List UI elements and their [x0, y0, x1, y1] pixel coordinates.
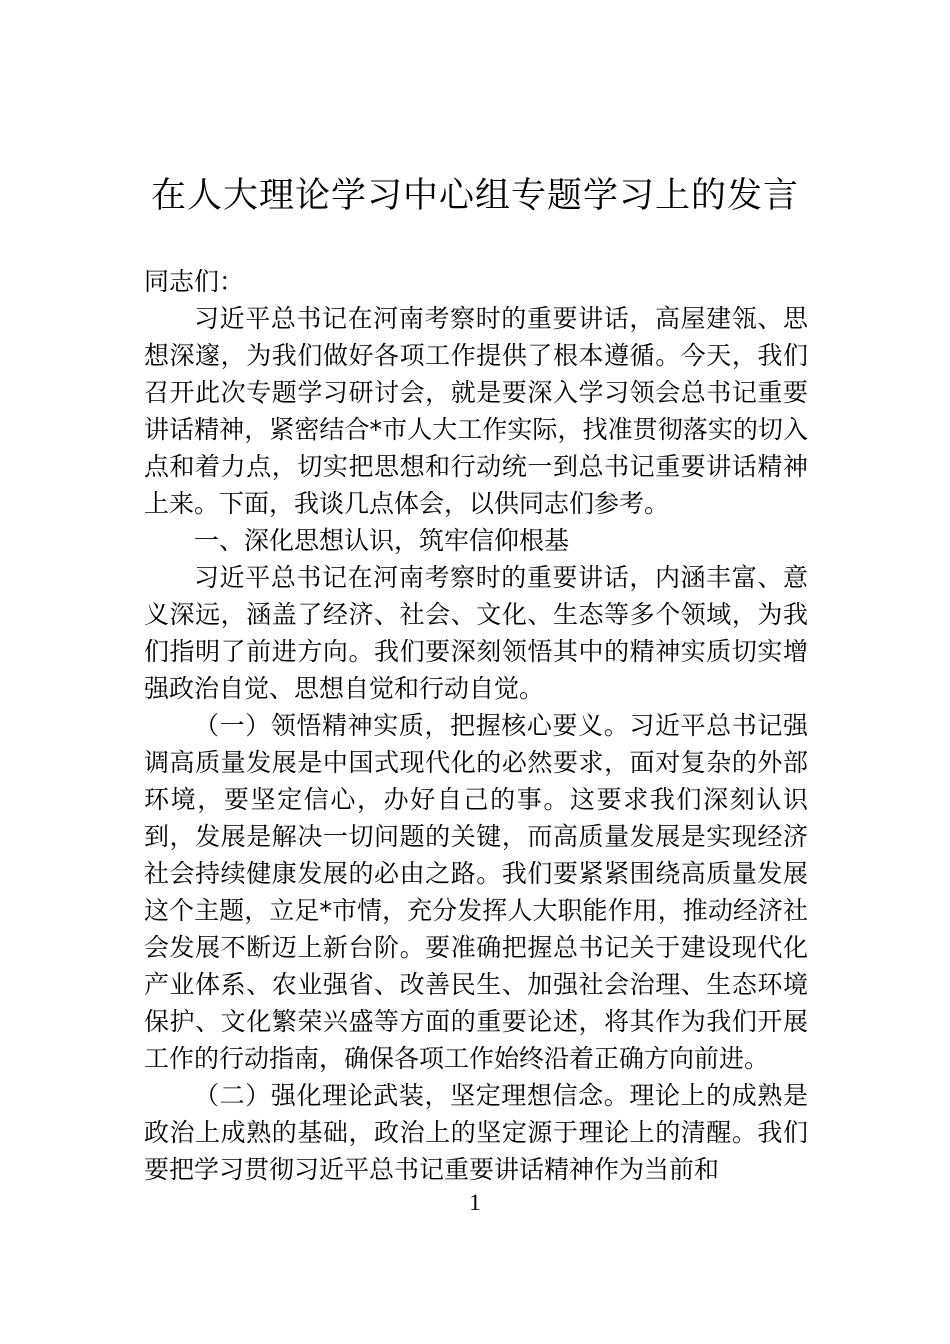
document-body	[144, 263, 808, 1188]
paragraph-subsection-2: （二）强化理论武装，坚定理想信念。理论上的成熟是政治上成熟的基础，政治上的坚定源于理论上的清醒。我们要把学习贯彻习近平总书记重要讲话精神作为当前和	[144, 1081, 808, 1184]
paragraph-intro: 习近平总书记在河南考察时的重要讲话，高屋建瓴、思想深邃，为我们做好各项工作提供了根本遵循。今天，我们召开此次专题学习研讨会，就是要深入学习领会总书记重要讲话精神，紧密结合*市人大工作实际，找准贯彻落实的切入点和着力点，切实把思想和行动统一到总书记重要讲话精神上来。下面，我谈几点体会，以供同志们参考。	[144, 304, 808, 518]
document-title: 在人大理论学习中心组专题学习上的发言	[150, 176, 799, 216]
paragraph-section-1: 习近平总书记在河南考察时的重要讲话，内涵丰富、意义深远，涵盖了经济、社会、文化、生态等多个领域，为我们指明了前进方向。我们要深刻领悟其中的精神实质切实增强政治自觉、思想自觉和行动自觉。	[144, 563, 808, 703]
section-heading-1: 一、深化思想认识，筑牢信仰根基	[194, 526, 570, 555]
salutation: 同志们：	[144, 267, 245, 296]
page-number: 1	[469, 1190, 481, 1215]
paragraph-subsection-1: （一）领悟精神实质，把握核心要义。习近平总书记强调高质量发展是中国式现代化的必然要求，面对复杂的外部环境，要坚定信心，办好自己的事。这要求我们深刻认识到，发展是解决一切问题的关键，而高质量发展是实现经济社会持续健康发展的必由之路。我们要紧紧围绕高质量发展这个主题，立足*市情，充分发挥人大职能作用，推动经济社会发展不断迈上新台阶。要准确把握总书记关于建设现代化产业体系、农业强省、改善民生、加强社会治理、生态环境保护、文化繁荣兴盛等方面的重要论述，将其作为我们开展工作的行动指南，确保各项工作始终沿着正确方向前进。	[144, 711, 808, 1073]
